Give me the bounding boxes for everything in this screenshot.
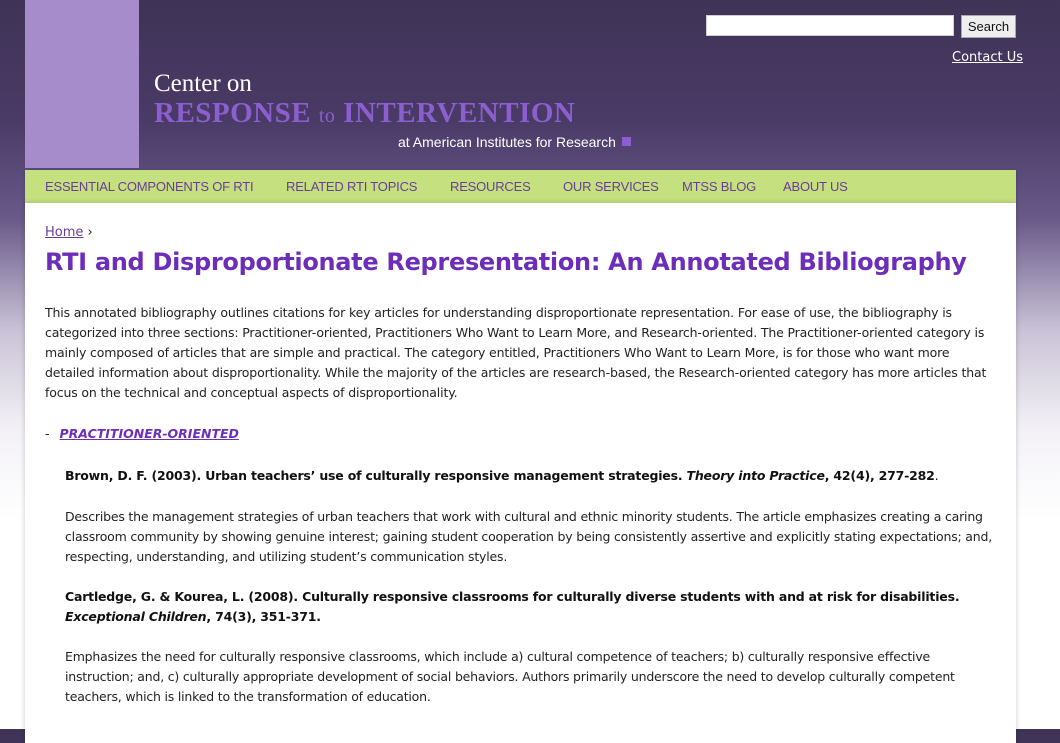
logo-air-line	[398, 134, 631, 150]
nav-related-rti-topics[interactable]: RELATED RTI TOPICS	[286, 179, 418, 194]
nav-about-us[interactable]: ABOUT US	[783, 179, 848, 194]
search-input[interactable]	[706, 15, 954, 36]
contact-us-link[interactable]: Contact Us	[952, 50, 1023, 65]
page-title: RTI and Disproportionate Representation: An Annotated Bibliography	[45, 248, 967, 276]
main-nav	[25, 170, 1016, 203]
search-button[interactable]: Search	[961, 15, 1016, 38]
citation-details: , 74(3), 351-371.	[206, 609, 321, 624]
citation-cartledge-2008	[65, 587, 1000, 627]
breadcrumb	[45, 225, 93, 240]
breadcrumb-separator: ›	[87, 225, 93, 240]
logo-intervention: INTERVENTION	[343, 97, 576, 129]
logo-square-icon	[622, 137, 631, 146]
nav-resources[interactable]: RESOURCES	[450, 179, 531, 194]
citation-text: Cartledge, G. & Kourea, L. (2008). Culturally responsive classrooms for culturally diverse students with and at risk for disabilities.	[65, 589, 960, 604]
citation-trailing: .	[934, 468, 939, 483]
nav-our-services[interactable]: OUR SERVICES	[563, 179, 659, 194]
citation-text: Brown, D. F. (2003). Urban teachers’ use of culturally responsive management strategies.	[65, 468, 683, 483]
nav-mtss-blog[interactable]: MTSS BLOG	[682, 179, 757, 194]
citation-journal: Theory into Practice	[686, 468, 825, 483]
annotation-cartledge-2008: Emphasizes the need for culturally responsive classrooms, which include a) cultural competence of teachers; b) culturally responsive effective instruction; and, c) culturally appropriate development of social behaviors. Authors primarily underscore the need to develop culturally competent teachers, which is linked to the transformation of education.	[65, 649, 955, 704]
logo-to: to	[318, 105, 336, 127]
site-logo[interactable]	[154, 70, 575, 131]
section-toggle[interactable]	[45, 426, 239, 441]
citation-brown-2003	[65, 466, 1000, 486]
section-practitioner-oriented-link[interactable]: PRACTITIONER-ORIENTED	[59, 426, 239, 441]
citation-journal: Exceptional Children	[65, 609, 207, 624]
intro-paragraph: This annotated bibliography outlines citations for key articles for understanding disproportionate representation. For ease of use, the bibliography is categorized into three sections: Practitioner-oriented, Practitioners Who Want to Learn More, and Research-oriented. The Practitioner-oriented category is mainly composed of articles that are simple and practical. The category entitled, Practitioners Who Want to Learn More, is for those who want more detailed information about disproportionality. While the majority of the articles are research-based, the Research-oriented category has more articles that focus on the technical and conceptual aspects of disproportionality.	[45, 305, 987, 400]
logo-line-center-on: Center on	[154, 70, 252, 97]
logo-accent-bar	[25, 0, 139, 168]
logo-air-text: at American Institutes for Research	[398, 134, 616, 150]
citation-details: , 42(4), 277-282	[824, 468, 935, 483]
section-toggle-marker: -	[45, 426, 50, 441]
main-content	[25, 203, 1016, 743]
breadcrumb-home-link[interactable]: Home	[45, 225, 84, 240]
logo-line-rti	[154, 98, 575, 131]
logo-response: RESPONSE	[154, 97, 312, 129]
nav-essential-components[interactable]: ESSENTIAL COMPONENTS OF RTI	[45, 179, 254, 194]
annotation-brown-2003: Describes the management strategies of urban teachers that work with cultural and ethnic minority students. The article emphasizes creating a caring classroom community by showing genuine interest; gaining student cooperation by being consistently assertive and explicitly stating expectations; and, respecting, understanding, and utilizing student’s communication styles.	[65, 509, 992, 564]
